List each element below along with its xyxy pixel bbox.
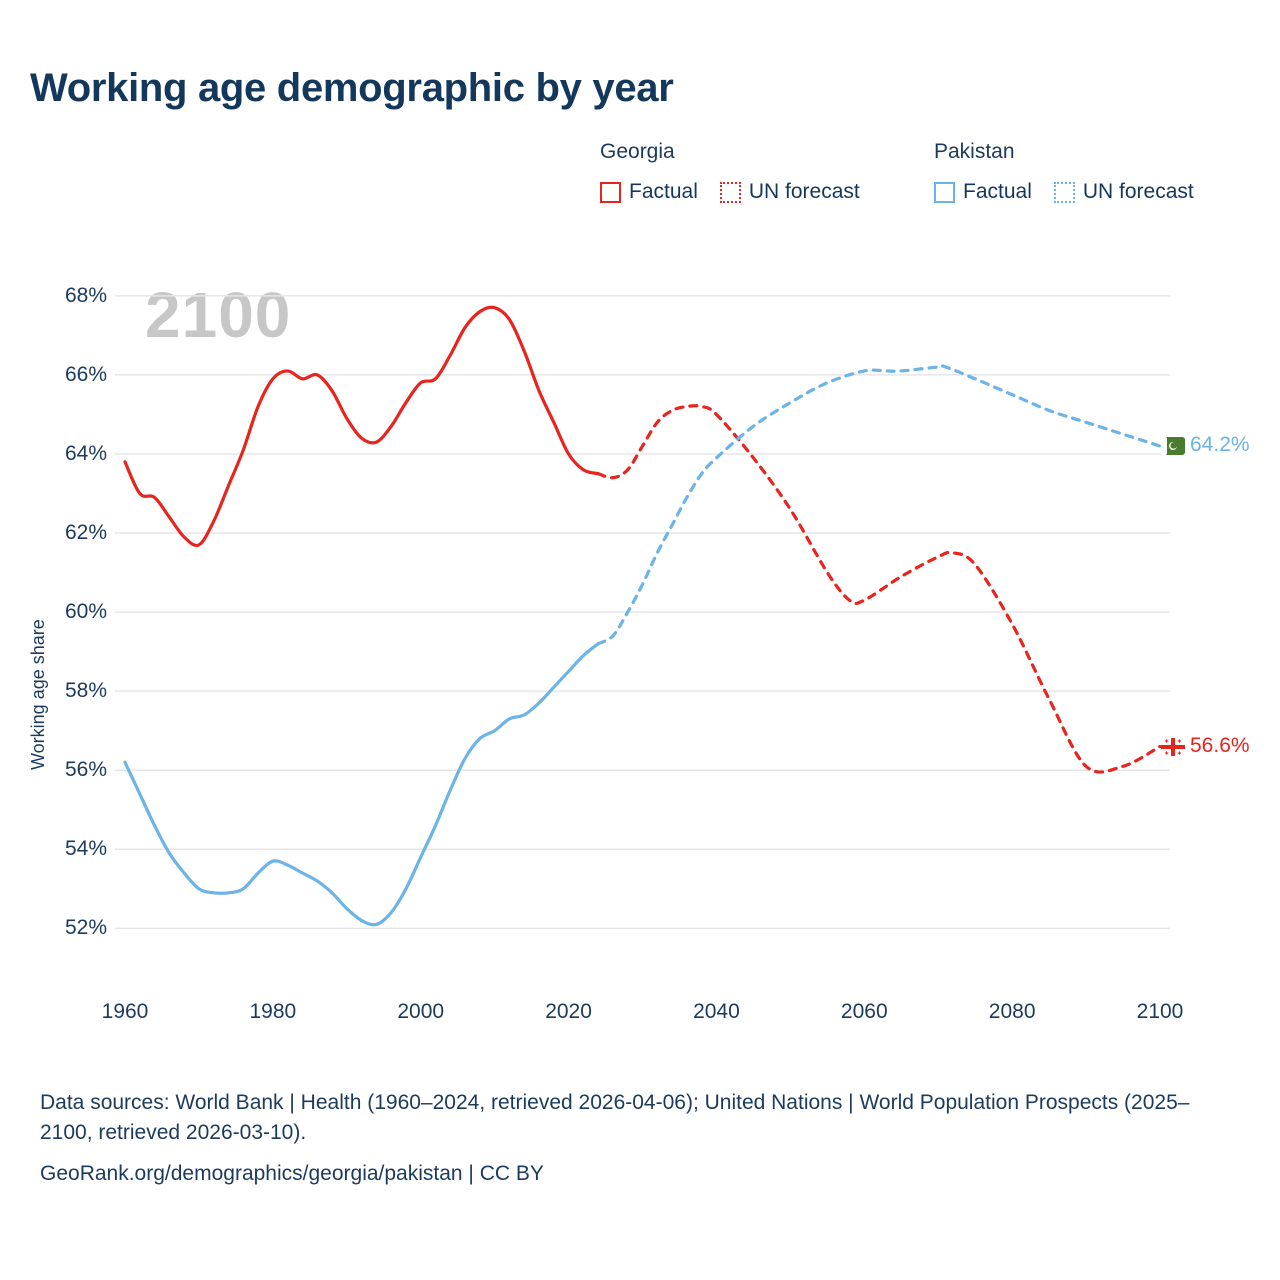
y-tick-label: 56% (64, 758, 107, 782)
x-tick-label: 2040 (693, 1000, 740, 1023)
legend-swatch-solid-blue-icon (934, 182, 955, 203)
x-tick-label: 1980 (249, 1000, 297, 1023)
y-tick-label: 58% (64, 679, 107, 703)
pakistan-flag-icon (1161, 437, 1185, 455)
footer (40, 1088, 1220, 1189)
x-tick-label: 2100 (1136, 1000, 1184, 1023)
legend-swatch-dotted-blue-icon (1054, 182, 1075, 203)
page-title: Working age demographic by year (30, 66, 674, 110)
y-tick-label: 62% (64, 521, 107, 545)
georgia-flag-icon (1161, 738, 1185, 756)
legend-item-pakistan-factual[interactable] (934, 180, 1032, 204)
series-line-georgia-un-forecast (598, 406, 1160, 772)
x-tick-label: 2060 (840, 1000, 888, 1023)
legend-item-pakistan-forecast[interactable] (1054, 180, 1194, 204)
chart-canvas (0, 255, 1280, 1045)
year-watermark: 2100 (145, 279, 292, 351)
x-tick-label: 2020 (545, 1000, 592, 1023)
y-tick-label: 66% (64, 362, 107, 386)
y-tick-label: 54% (64, 837, 107, 861)
plot-area (0, 255, 1280, 1045)
series-line-georgia-factual (125, 307, 598, 545)
legend-item-georgia-factual[interactable] (600, 180, 698, 204)
chart-legend (596, 140, 1256, 230)
y-tick-label: 68% (64, 283, 107, 307)
legend-label-georgia-forecast: UN forecast (748, 180, 860, 203)
legend-group-title-georgia: Georgia (600, 140, 675, 163)
x-tick-label: 2000 (397, 1000, 445, 1023)
legend-group-georgia (600, 140, 860, 204)
georgia-end-label: 56.6% (1190, 733, 1250, 757)
pakistan-end-label: 64.2% (1190, 433, 1250, 457)
legend-label-georgia-factual: Factual (629, 180, 698, 203)
legend-label-pakistan-factual: Factual (963, 180, 1032, 203)
legend-swatch-solid-red-icon (600, 182, 621, 203)
y-tick-label: 60% (64, 600, 107, 624)
attribution-text: GeoRank.org/demographics/georgia/pakistan | CC BY (40, 1161, 544, 1185)
y-tick-label: 52% (64, 916, 107, 940)
x-tick-label: 1960 (101, 1000, 149, 1023)
legend-label-pakistan-forecast: UN forecast (1082, 180, 1194, 203)
legend-group-pakistan (934, 140, 1194, 204)
legend-swatch-dotted-red-icon (720, 182, 741, 203)
y-axis-label: Working age share (28, 619, 48, 770)
data-sources-text: Data sources: World Bank | Health (1960–2024, retrieved 2026-04-06); United Nations | World Population Prospects (2025–2100, retrieved 2026-03-10). (40, 1091, 1190, 1145)
x-tick-label: 2080 (988, 1000, 1036, 1023)
legend-group-title-pakistan: Pakistan (934, 140, 1015, 163)
series-line-pakistan-factual (125, 644, 598, 925)
legend-item-georgia-forecast[interactable] (720, 180, 860, 204)
y-tick-label: 64% (64, 441, 107, 465)
